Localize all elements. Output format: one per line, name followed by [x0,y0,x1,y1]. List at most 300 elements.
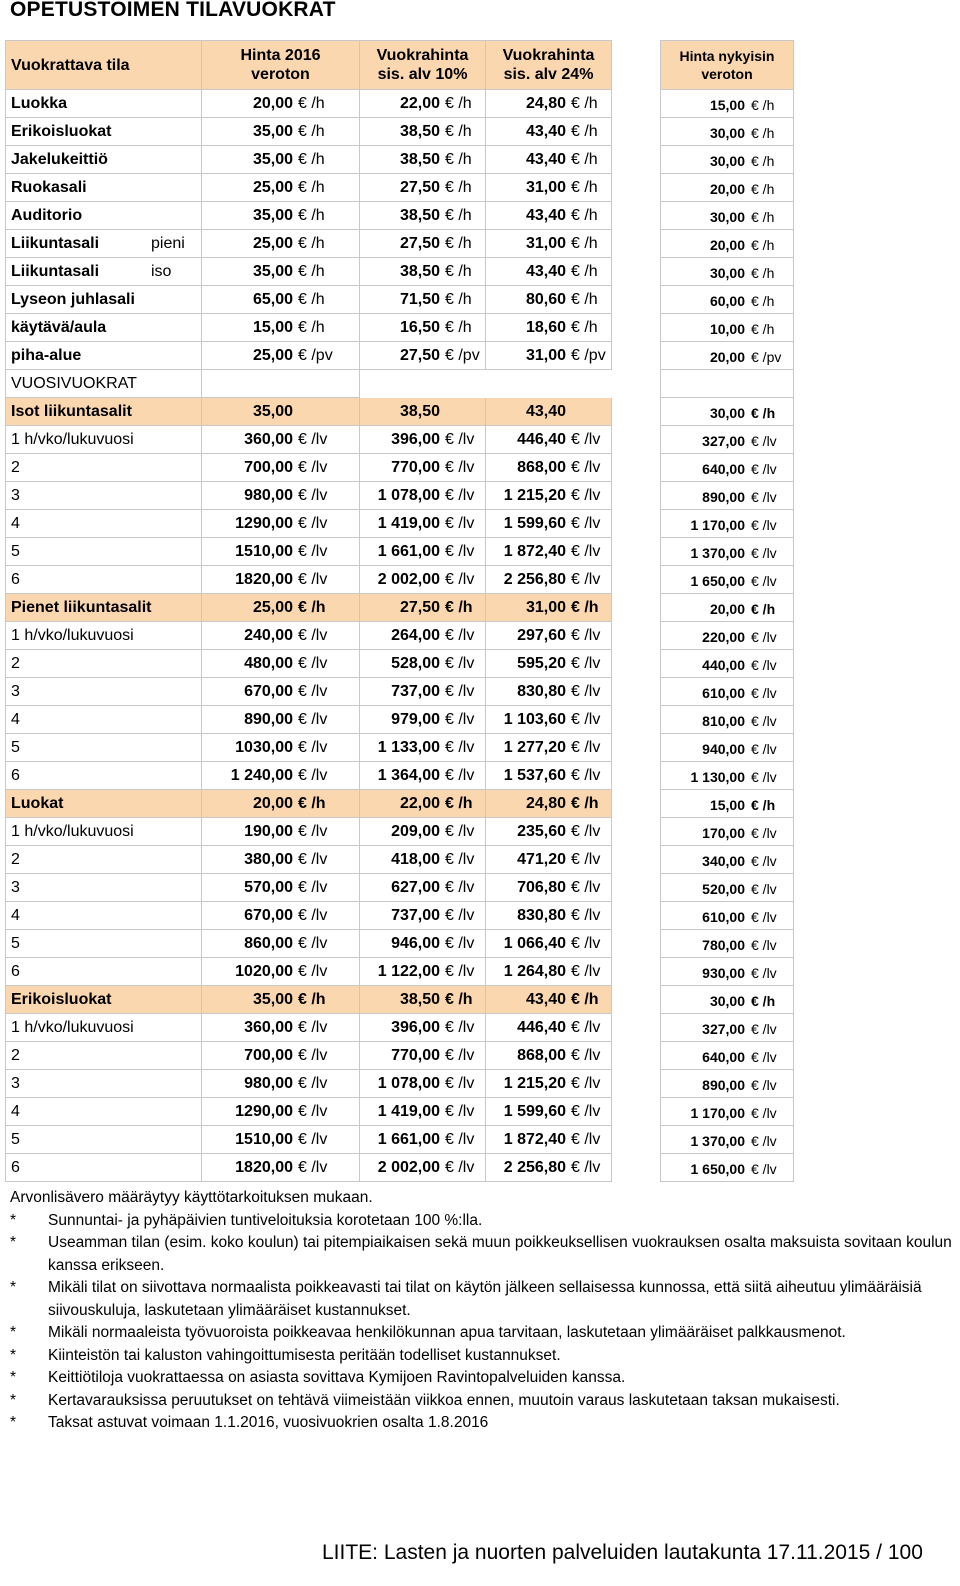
price-cell [360,930,486,958]
room-cell [5,314,202,342]
price-unit: € /h [751,797,776,813]
price-unit: € /lv [751,1161,777,1177]
price-cell [660,1154,794,1182]
hours-label: 1 h/vko/lukuvuosi [11,627,134,644]
price-cell [360,566,486,594]
table-row [5,1070,800,1098]
price-cell [660,650,794,678]
note-text: Keittiötiloja vuokrattaessa on asiasta sovittava Kymijoen Ravintopalveluiden kanssa. [48,1369,626,1386]
price-cell [202,846,360,874]
room-name: Ruokasali [11,179,87,196]
price-unit: € /lv [751,769,777,785]
price-value: 327,00 [702,433,745,449]
price-unit: € /h [445,795,473,812]
price-cell [360,594,486,622]
price-unit: € /lv [298,683,328,700]
price-cell [660,398,794,426]
price-unit: € /h [298,263,325,280]
hours-cell [5,538,202,566]
price-value: 24,80 [525,795,566,812]
price-value: 15,00 [709,797,745,813]
price-cell [360,650,486,678]
price-cell [360,846,486,874]
price-value: 640,00 [702,461,745,477]
price-cell [486,90,612,118]
hours-cell [5,1098,202,1126]
note-marker: * [10,1346,17,1364]
room-name: Jakelukeittiö [11,151,108,168]
price-unit: € /lv [298,1103,328,1120]
room-cell [5,118,202,146]
price-cell [202,426,360,454]
price-cell [660,314,794,342]
hours-cell [5,706,202,734]
price-unit: € /lv [751,853,777,869]
section-title: Pienet liikuntasalit [11,599,152,616]
price-unit: € /lv [571,1019,601,1036]
price-cell [660,118,794,146]
price-unit: € /h [298,795,326,812]
price-unit: € /h [751,601,776,617]
price-value: 700,00 [244,1047,293,1064]
price-cell [202,454,360,482]
price-unit: € /lv [571,543,601,560]
price-cell [660,818,794,846]
price-unit: € /h [751,237,775,253]
hours-cell [5,650,202,678]
empty-cell [660,370,794,398]
hours-label: 2 [11,851,20,868]
price-unit: € /lv [571,907,601,924]
note-item [10,1345,960,1368]
price-unit: € /lv [571,627,601,644]
vuosivuokrat-cell [5,370,202,398]
room-name: Auditorio [11,207,83,224]
price-unit: € /h [751,125,775,141]
price-cell [660,426,794,454]
price-value: 71,50 [399,291,440,308]
price-value: 190,00 [244,823,293,840]
price-cell [360,258,486,286]
vuosivuokrat-label: VUOSIVUOKRAT [11,375,137,392]
price-value: 627,00 [391,879,440,896]
price-cell [660,286,794,314]
price-cell [486,650,612,678]
hours-label: 2 [11,459,20,476]
price-unit: € /lv [445,431,475,448]
price-cell [202,538,360,566]
room-cell [5,286,202,314]
note-marker: * [10,1234,17,1251]
price-unit: € /lv [298,487,328,504]
price-cell [360,986,486,1014]
price-unit: € /lv [751,881,777,897]
price-cell [660,1014,794,1042]
table-row [5,314,800,342]
price-value: 640,00 [702,1049,745,1065]
price-unit: € /lv [571,571,601,588]
price-value: 446,40 [517,1019,566,1036]
section-header-row [5,790,800,818]
price-cell [360,1126,486,1154]
price-unit: € /lv [298,431,328,448]
hours-cell [5,1014,202,1042]
price-value: 20,00 [252,95,293,112]
price-value: 60,00 [709,293,745,309]
table-row [5,930,800,958]
price-unit: € /h [445,263,472,280]
price-cell [202,146,360,174]
price-unit: € /h [445,207,472,224]
price-value: 396,00 [391,431,440,448]
price-value: 1 066,40 [503,935,566,952]
price-cell [360,90,486,118]
price-cell [360,762,486,790]
price-cell [360,286,486,314]
price-unit: € /lv [571,683,601,700]
hours-cell [5,566,202,594]
price-value: 15,00 [252,319,293,336]
price-unit: € /lv [298,935,328,952]
price-cell [660,202,794,230]
price-unit: € /lv [751,713,777,729]
price-unit: € /lv [445,487,475,504]
price-unit: € /h [751,153,775,169]
price-cell [202,902,360,930]
price-cell [660,258,794,286]
price-unit: € /lv [571,851,601,868]
table-row [5,510,800,538]
price-cell [660,846,794,874]
note-marker: * [10,1324,17,1341]
hours-cell [5,454,202,482]
note-item [10,1412,960,1435]
price-value: 1 078,00 [377,487,440,504]
room-name: Luokka [11,95,68,112]
price-cell [660,1098,794,1126]
price-unit: € /lv [445,627,475,644]
price-cell [486,454,612,482]
header-alv24: Vuokrahinta sis. alv 24% [486,40,612,90]
price-cell [360,454,486,482]
price-cell [202,874,360,902]
price-value: 946,00 [391,935,440,952]
hours-cell [5,1126,202,1154]
price-unit: € /lv [751,517,777,533]
price-unit: € /lv [751,433,777,449]
price-value: 1 419,00 [377,515,440,532]
room-name: käytävä/aula [11,319,107,336]
section-title: Erikoisluokat [11,991,112,1008]
price-unit: € /lv [298,907,328,924]
price-value: 27,50 [399,179,440,196]
price-cell [360,174,486,202]
price-unit: € /lv [445,459,475,476]
price-value: 43,40 [525,123,566,140]
price-cell [202,986,360,1014]
price-value: 1 599,60 [503,515,566,532]
price-unit: € /lv [445,543,475,560]
price-value: 979,00 [391,711,440,728]
price-value: 25,00 [252,599,293,616]
price-cell [660,734,794,762]
price-unit: € /lv [445,1159,475,1176]
price-unit: € /lv [445,907,475,924]
note-item [10,1367,960,1390]
price-cell [360,146,486,174]
note-text: Mikäli normaaleista työvuoroista poikkeavaa henkilökunnan apua tarvitaan, laskutetaan ylimääräiset palkkausmenot. [48,1324,846,1341]
price-cell [202,734,360,762]
price-value: 1 240,00 [230,767,293,784]
price-cell [202,706,360,734]
price-unit: € /h [571,263,598,280]
price-cell [202,230,360,258]
price-value: 35,00 [252,403,293,420]
note-text: Mikäli tilat on siivottava normaalista poikkeavasti tai tilat on käytön jälkeen sellaisessa kunnossa, että siitä aiheutuu ylimääräisiä siivouskuluja, laskutetaan ylimääräiset kustannukset. [48,1279,922,1319]
notes [10,1187,960,1435]
hours-cell [5,930,202,958]
price-cell [486,1042,612,1070]
note-text: Kiinteistön tai kaluston vahingoittumisesta peritään todelliset kustannukset. [48,1346,561,1364]
room-cell [5,174,202,202]
price-value: 1 133,00 [377,739,440,756]
price-unit: € /lv [445,1131,475,1148]
price-unit: € /h [445,95,472,112]
price-cell [660,230,794,258]
price-cell [660,454,794,482]
price-value: 396,00 [391,1019,440,1036]
price-unit: € /lv [571,487,601,504]
price-unit: € /lv [571,1075,601,1092]
section-title: Isot liikuntasalit [11,403,132,420]
price-value: 810,00 [702,713,745,729]
price-cell [486,314,612,342]
price-unit: € /lv [571,655,601,672]
hours-label: 5 [11,543,20,560]
price-unit: € /h [445,235,472,252]
table-row [5,230,800,258]
hours-label: 2 [11,655,20,672]
price-unit: € /lv [298,963,328,980]
price-cell [360,790,486,818]
price-unit: € /lv [751,1077,777,1093]
price-unit: € /lv [751,937,777,953]
room-name: Liikuntasali [11,235,100,252]
table-row [5,258,800,286]
hours-label: 4 [11,907,20,924]
price-value: 360,00 [244,1019,293,1036]
price-value: 570,00 [244,879,293,896]
price-unit: € /lv [571,1131,601,1148]
price-value: 30,00 [709,125,745,141]
price-cell [486,342,612,370]
price-cell [202,314,360,342]
price-value: 1290,00 [235,515,293,532]
price-cell [202,90,360,118]
note-marker: * [10,1391,17,1409]
price-cell [486,678,612,706]
price-cell [660,1042,794,1070]
price-unit: € /h [751,321,775,337]
hours-cell [5,846,202,874]
price-cell [660,342,794,370]
price-cell [202,482,360,510]
price-cell [360,202,486,230]
price-value: 1 264,80 [503,963,566,980]
price-unit: € /h [298,599,326,616]
price-cell [486,1126,612,1154]
price-unit: € /lv [298,851,328,868]
price-value: 2 256,80 [503,571,566,588]
note-text: Taksat astuvat voimaan 1.1.2016, vuosivuokrien osalta 1.8.2016 [48,1414,489,1431]
price-value: 1820,00 [235,1159,293,1176]
price-cell [202,398,360,426]
hours-label: 3 [11,487,20,504]
price-value: 35,00 [252,263,293,280]
price-value: 30,00 [709,405,745,421]
section-heading-row [5,370,800,398]
price-value: 1 661,00 [377,1131,440,1148]
price-cell [360,818,486,846]
price-unit: € /lv [571,431,601,448]
price-value: 20,00 [709,181,745,197]
price-value: 2 256,80 [503,1159,566,1176]
table-row [5,650,800,678]
price-value: 418,00 [391,851,440,868]
price-unit: € /lv [445,1019,475,1036]
price-unit: € /lv [751,573,777,589]
price-unit: € /lv [751,461,777,477]
section-header-row [5,986,800,1014]
price-unit: € /lv [298,879,328,896]
room-name: piha-alue [11,347,82,364]
price-value: 1 170,00 [690,517,745,533]
price-unit: € /h [571,179,598,196]
note-item [10,1390,960,1413]
table-row [5,1042,800,1070]
price-unit: € /lv [751,741,777,757]
price-unit: € /h [751,181,775,197]
price-cell [360,538,486,566]
price-cell [660,622,794,650]
price-cell [660,594,794,622]
price-cell [360,314,486,342]
hours-label: 6 [11,571,20,588]
room-cell [5,258,202,286]
price-unit: € /h [445,291,472,308]
price-value: 80,60 [525,291,566,308]
price-value: 1030,00 [235,739,293,756]
price-unit: € /lv [445,1103,475,1120]
price-cell [486,1098,612,1126]
hours-label: 6 [11,767,20,784]
section-title-cell [5,594,202,622]
price-cell [202,930,360,958]
price-cell [360,958,486,986]
price-cell [486,398,612,426]
price-value: 30,00 [709,209,745,225]
price-unit: € /lv [571,459,601,476]
price-cell [486,538,612,566]
price-cell [660,930,794,958]
table-row [5,454,800,482]
price-value: 440,00 [702,657,745,673]
price-cell [360,1098,486,1126]
price-cell [360,1070,486,1098]
price-value: 830,80 [517,683,566,700]
table-row [5,1126,800,1154]
price-cell [202,594,360,622]
price-unit: € /h [445,179,472,196]
price-unit: € /h [751,293,775,309]
price-cell [486,566,612,594]
price-unit: € /lv [298,711,328,728]
price-value: 670,00 [244,683,293,700]
price-value: 43,40 [525,207,566,224]
price-value: 25,00 [252,235,293,252]
price-cell [486,174,612,202]
section-header-row [5,594,800,622]
price-value: 2 002,00 [377,571,440,588]
price-unit: € /lv [298,1159,328,1176]
price-value: 1 078,00 [377,1075,440,1092]
price-unit: € /lv [298,739,328,756]
price-unit: € /lv [445,823,475,840]
price-unit: € /lv [571,963,601,980]
price-value: 297,60 [517,627,566,644]
price-unit: € /lv [445,879,475,896]
price-cell [202,650,360,678]
hours-label: 5 [11,739,20,756]
price-value: 264,00 [391,627,440,644]
price-unit: € /lv [751,1133,777,1149]
price-value: 930,00 [702,965,745,981]
table-row [5,706,800,734]
price-cell [486,510,612,538]
price-value: 1 650,00 [690,1161,745,1177]
price-value: 1020,00 [235,963,293,980]
price-unit: € /lv [445,935,475,952]
price-unit: € /lv [571,767,601,784]
section-title-cell [5,790,202,818]
price-value: 15,00 [709,97,745,113]
price-cell [660,678,794,706]
hours-cell [5,874,202,902]
price-unit: € /h [751,209,775,225]
price-unit: € /lv [445,767,475,784]
price-value: 31,00 [525,179,566,196]
price-cell [486,286,612,314]
price-value: 1 599,60 [503,1103,566,1120]
price-value: 22,00 [399,95,440,112]
price-cell [202,202,360,230]
price-cell [202,678,360,706]
room-cell [5,146,202,174]
price-value: 38,50 [399,263,440,280]
price-unit: € /h [298,207,325,224]
price-unit: € /pv [571,347,606,364]
price-cell [360,510,486,538]
price-value: 340,00 [702,853,745,869]
price-unit: € /lv [571,1159,601,1176]
price-unit: € /lv [571,515,601,532]
price-value: 43,40 [525,151,566,168]
price-cell [486,230,612,258]
price-cell [360,1154,486,1182]
price-unit: € /h [445,151,472,168]
note-marker: * [10,1369,17,1386]
price-unit: € /h [571,291,598,308]
